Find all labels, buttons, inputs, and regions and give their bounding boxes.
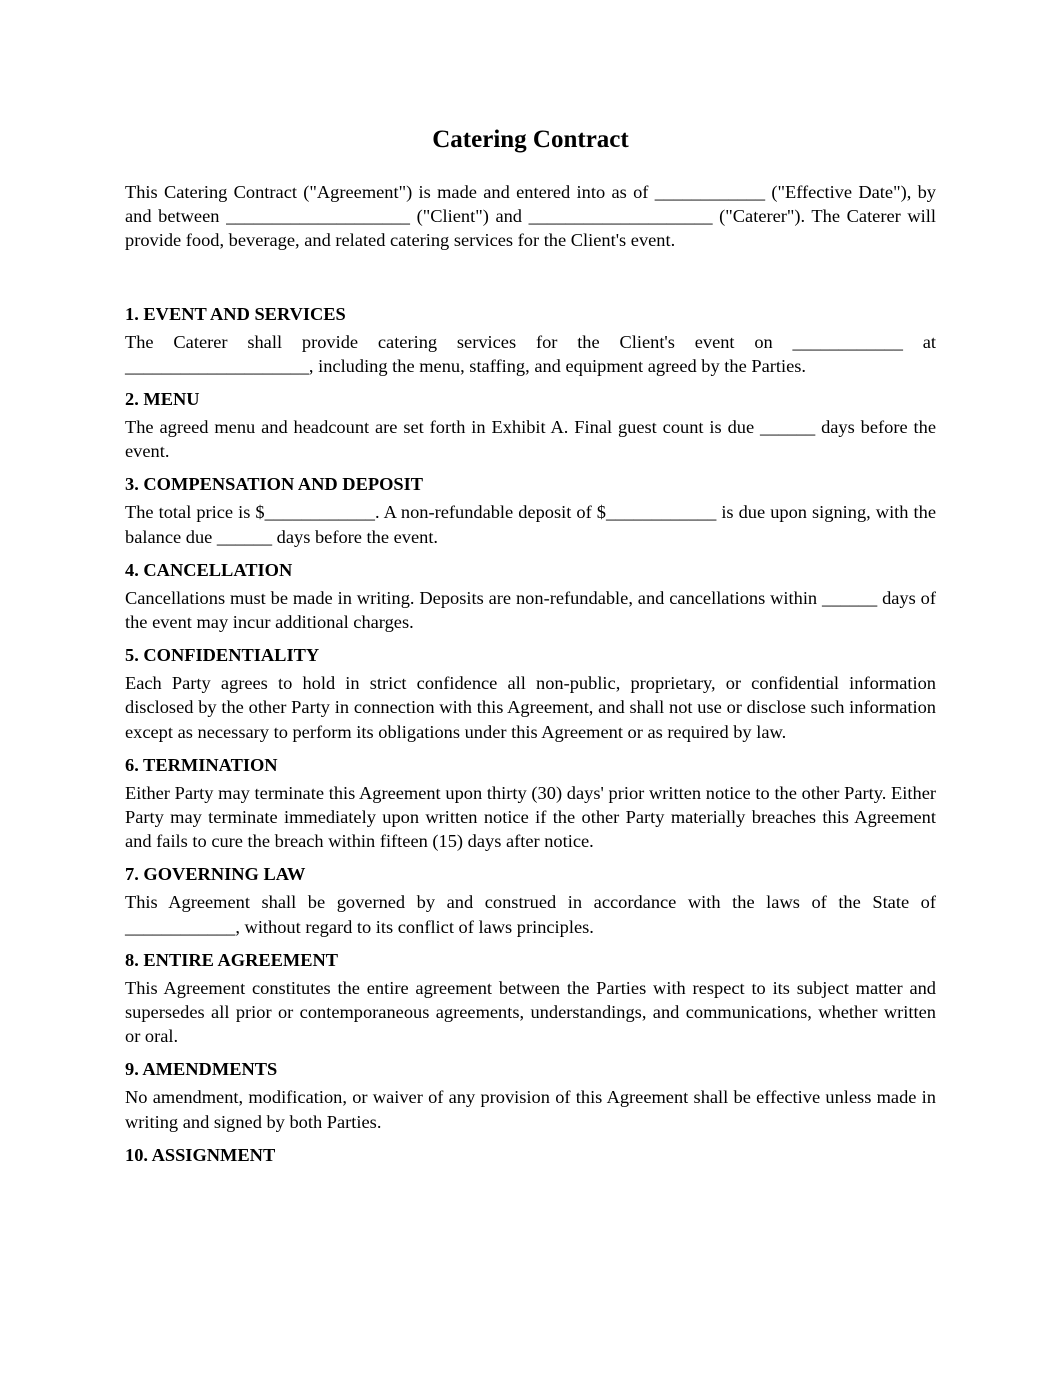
section-body: The agreed menu and headcount are set forth in Exhibit A. Final guest count is due ______ days before the event.: [125, 417, 936, 462]
section-entire-agreement: [125, 948, 936, 1049]
section-body: This Agreement constitutes the entire agreement between the Parties with respect to its subject matter and supersedes all prior or contemporaneous agreements, understandings, and communications, whether written or oral.: [125, 977, 936, 1047]
section-cancellation: [125, 558, 936, 634]
section-body: Each Party agrees to hold in strict confidence all non-public, proprietary, or confidential information disclosed by the other Party in connection with this Agreement, and shall not use or disclose such information except as necessary to perform its obligations under this Agreement or as required by law.: [125, 673, 936, 742]
document-title: Catering Contract: [432, 126, 629, 153]
section-body: This Agreement shall be governed by and construed in accordance with the laws of the State of ____________, without regard to its conflict of laws principles.: [125, 892, 936, 937]
section-heading: 5. CONFIDENTIALITY: [125, 645, 320, 666]
document-page: [125, 122, 936, 1176]
section-termination: [125, 753, 936, 854]
section-compensation-and-deposit: [125, 472, 936, 548]
section-confidentiality: [125, 643, 936, 744]
section-menu: [125, 387, 936, 463]
section-heading: 10. ASSIGNMENT: [125, 1144, 276, 1165]
section-body: Either Party may terminate this Agreement upon thirty (30) days' prior written notice to the other Party. Either Party may terminate immediately upon written notice if the other Party materially breaches this Agreement and fails to cure the breach within fifteen (15) days after notice.: [125, 782, 936, 852]
intro-paragraph: This Catering Contract ("Agreement") is made and entered into as of ____________ ("Effective Date"), by and between ____________________ ("Client") and ____________________ ("Caterer"). The Caterer will provide food, beverage, and related catering services for the Client's event.: [125, 182, 936, 251]
section-governing-law: [125, 862, 936, 938]
section-heading: 6. TERMINATION: [125, 754, 278, 775]
section-event-and-services: [125, 302, 936, 378]
section-heading: 9. AMENDMENTS: [125, 1059, 278, 1080]
section-heading: 2. MENU: [125, 389, 200, 410]
section-heading: 1. EVENT AND SERVICES: [125, 303, 346, 324]
section-heading: 7. GOVERNING LAW: [125, 864, 306, 885]
section-heading: 3. COMPENSATION AND DEPOSIT: [125, 474, 424, 495]
section-amendments: [125, 1057, 936, 1133]
section-heading: 4. CANCELLATION: [125, 559, 293, 580]
section-body: The total price is $____________. A non-refundable deposit of $____________ is due upon signing, with the balance due ______ days before the event.: [125, 502, 936, 547]
section-assignment: [125, 1143, 936, 1167]
section-body: No amendment, modification, or waiver of any provision of this Agreement shall be effective unless made in writing and signed by both Parties.: [125, 1087, 936, 1132]
section-heading: 8. ENTIRE AGREEMENT: [125, 949, 339, 970]
section-body: The Caterer shall provide catering services for the Client's event on ____________ at ____________________, including the menu, staffing, and equipment agreed by the Parties.: [125, 331, 936, 376]
section-body: Cancellations must be made in writing. Deposits are non-refundable, and cancellations within ______ days of the event may incur additional charges.: [125, 587, 936, 633]
